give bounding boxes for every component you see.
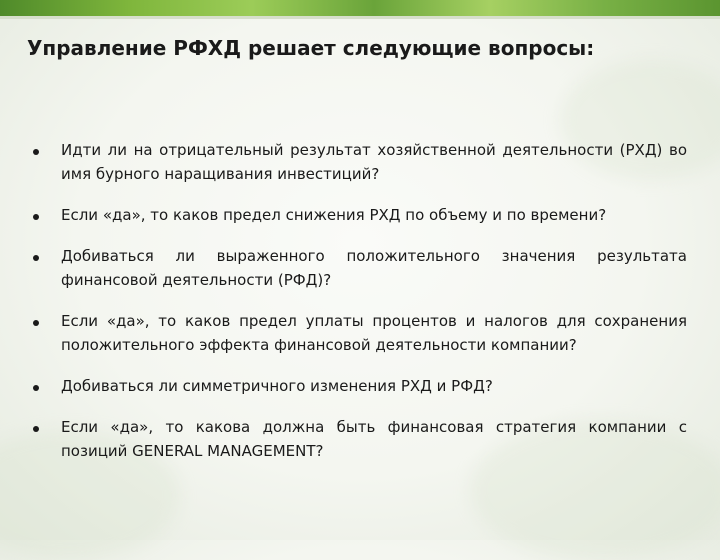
bullet-item (33, 138, 687, 186)
bullet-text: Если «да», то какова должна быть финансовая стратегия компании с позиций GENERAL MANAGEMENT? (61, 418, 687, 460)
bullet-dot-icon (33, 255, 39, 261)
bullet-text: Идти ли на отрицательный результат хозяйственной деятельности (РХД) во имя бурного наращивания инвестиций? (61, 141, 687, 183)
bullet-item (33, 374, 687, 398)
bullet-dot-icon (33, 385, 39, 391)
top-band-divider (0, 16, 720, 19)
bullet-item (33, 309, 687, 357)
bullet-item (33, 415, 687, 463)
bullet-text: Если «да», то каков предел уплаты процентов и налогов для сохранения положительного эффекта финансовой деятельности компании? (61, 312, 687, 354)
bullet-dot-icon (33, 426, 39, 432)
bullet-text: Если «да», то каков предел снижения РХД по объему и по времени? (61, 206, 607, 224)
bullet-item (33, 244, 687, 292)
bullet-dot-icon (33, 149, 39, 155)
bullet-list (33, 138, 687, 480)
top-decorative-band (0, 0, 720, 16)
slide-title: Управление РФХД решает следующие вопросы: (27, 36, 595, 60)
bullet-text: Добиваться ли симметричного изменения РХД и РФД? (61, 377, 493, 395)
bullet-text: Добиваться ли выраженного положительного значения результата финансовой деятельности (РФД)? (61, 247, 687, 289)
bullet-dot-icon (33, 320, 39, 326)
bullet-item (33, 203, 687, 227)
bullet-dot-icon (33, 214, 39, 220)
